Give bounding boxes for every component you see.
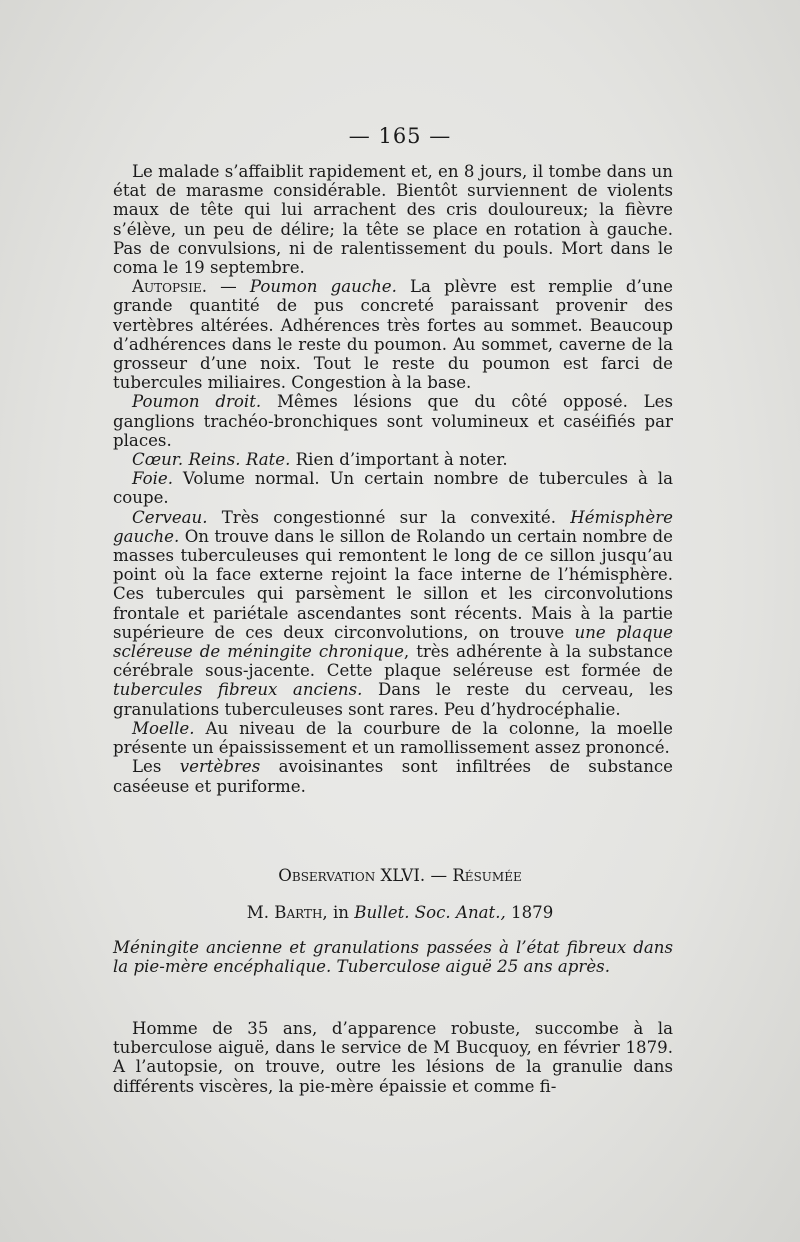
cerveau-label: Cerveau. [132, 507, 208, 527]
paragraph-vertebres [113, 757, 673, 795]
vertebres-text: avoisinantes sont infiltrées de substance caséeuse et puriforme. [113, 757, 673, 796]
vertebres-label: vertèbres [179, 757, 261, 777]
foie-text: Volume normal. Un certain nombre de tubercules à la coupe. [113, 469, 673, 508]
paragraph-poumon-droit [113, 392, 673, 450]
paragraph-foie [113, 469, 673, 507]
coeur-label: Cœur. Reins. Rate. [132, 450, 291, 470]
author-name: Barth, [274, 903, 328, 922]
author-prefix: M. [246, 903, 269, 922]
page-number: — 165 — [348, 124, 452, 148]
cerveau-tubercules: tubercules fibreux anciens. [113, 680, 363, 700]
cerveau-hemisphere: Hémisphère gauche. [113, 507, 673, 546]
paragraph-autopsie [113, 277, 673, 392]
moelle-text: Au niveau de la courbure de la colonne, la moelle présente un épaississement et un ramollissement assez prononcé. [113, 718, 673, 758]
paragraph-clinical-course: Le malade s’affaiblit rapidement et, en 8 jours, il tombe dans un état de marasme considérable. Bientôt surviennent de violents maux de tête qui lui arrachent des cris douloureux; la fièvre s’élève, un peu de délire; la tête se place en rotation à gauche. Pas de convulsions, ni de ralentissement du pouls. Mort dans le coma le 19 septembre. [113, 162, 673, 278]
observation-summary-block [113, 938, 673, 976]
autopsie-organ: Poumon gauche. [249, 277, 397, 297]
observation-reference [0, 903, 800, 922]
paragraph-cerveau [113, 508, 673, 719]
cerveau-text-3: , très adhérente à la substance cérébrale sous-jacente. Cette plaque seléreuse est formée de [113, 642, 673, 681]
cerveau-text-1: Très congestionné sur la convexité. [221, 507, 557, 527]
paragraph-coeur [113, 450, 673, 469]
autopsie-text: La plèvre est remplie d’une grande quantité de pus concreté paraissant provenir des vertèbres altérées. Adhérences très fortes au sommet. Beaucoup d’adhérences dans le reste du poumon. Au sommet, caverne de la grosseur d’une noix. Tout le reste du poumon est farci de tubercules miliaires. Congestion à la base. [113, 277, 673, 393]
autopsie-label: Autopsie. — [132, 277, 237, 297]
poumon-droit-text: Mêmes lésions que du côté opposé. Les ganglions trachéo-bronchiques sont volumineux et caséifiés par places. [113, 392, 673, 450]
observation-case-text: Homme de 35 ans, d’apparence robuste, succombe à la tuberculose aiguë, dans le service de M Bucquoy, en février 1879. A l’autopsie, on trouve, outre les lésions de la granulie dans différents viscères, la pie-mère épaissie et comme fi- [113, 1019, 673, 1096]
vertebres-prefix: Les [132, 757, 162, 777]
moelle-label: Moelle. [132, 718, 195, 738]
foie-label: Foie. [132, 469, 173, 489]
cerveau-text-2: On trouve dans le sillon de Rolando un certain nombre de masses tuberculeuses qui remontent le long de ce sillon jusqu’au point où la face externe rejoint la face interne de l’hémisphère. Ces tubercules qui parsèment le sillon et les circonvolutions frontale et pariétale ascendantes sont récents. Mais à la partie supérieure de ces deux circonvolutions, on trouve [113, 526, 673, 642]
poumon-droit-label: Poumon droit. [132, 392, 262, 412]
cerveau-text-4: Dans le reste du cerveau, les granulations tuberculeuses sont rares. Peu d’hydrocéphalie. [113, 680, 673, 719]
observation-title: Observation XLVI. — Résumée [278, 866, 522, 885]
reference-journal: Bullet. Soc. Anat., [354, 903, 506, 922]
observation-summary: Méningite ancienne et granulations passées à l’état fibreux dans la pie-mère encéphalique. Tuberculose aiguë 25 ans après. [113, 938, 673, 977]
reference-year: 1879 [511, 903, 554, 922]
paragraph-moelle [113, 719, 673, 757]
cerveau-plaque: une plaque scléreuse de méningite chronique [113, 622, 673, 662]
reference-in: in [332, 903, 349, 922]
observation-case-block [113, 1019, 673, 1096]
main-text [113, 162, 673, 796]
coeur-text: Rien d’important à noter. [295, 450, 508, 470]
